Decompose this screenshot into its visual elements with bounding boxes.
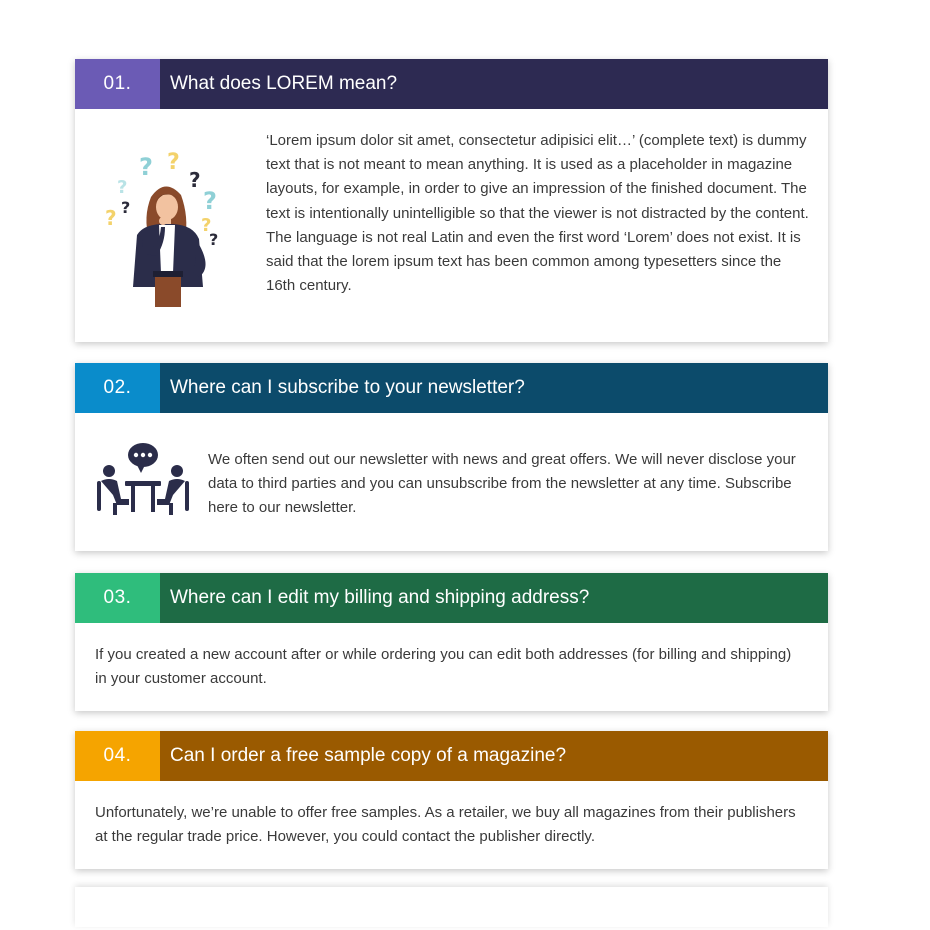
faq-question-2[interactable]: Where can I subscribe to your newsletter? bbox=[160, 363, 828, 413]
svg-text:?: ? bbox=[105, 206, 117, 230]
faq-header-2[interactable] bbox=[75, 363, 828, 413]
faq-item-2 bbox=[75, 363, 828, 551]
faq-item-3 bbox=[75, 573, 828, 711]
faq-number-3: 03. bbox=[75, 573, 160, 623]
thinking-woman-illustration bbox=[103, 147, 233, 307]
faq-question-1[interactable]: What does LOREM mean? bbox=[160, 59, 828, 109]
svg-text:?: ? bbox=[139, 153, 153, 181]
faq-question-4[interactable]: Can I order a free sample copy of a magazine? bbox=[160, 731, 828, 781]
faq-answer-panel-1 bbox=[75, 109, 828, 342]
faq-header-3[interactable] bbox=[75, 573, 828, 623]
faq-answer-panel-2 bbox=[75, 413, 828, 551]
svg-text:?: ? bbox=[117, 177, 128, 198]
faq-question-3[interactable]: Where can I edit my billing and shipping address? bbox=[160, 573, 828, 623]
faq-number-4: 04. bbox=[75, 731, 160, 781]
faq-header-1[interactable] bbox=[75, 59, 828, 109]
svg-text:?: ? bbox=[203, 187, 217, 215]
faq-item-next-partial bbox=[75, 887, 828, 927]
faq-answer-panel-3 bbox=[75, 623, 828, 711]
faq-answer-1: ‘Lorem ipsum dolor sit amet, consectetur adipisici elit…’ (complete text) is dummy text that is not meant to mean anything. It is used as a placeholder in magazine layouts, for example, in order to give an impression of the finished document. The text is intentionally unintelligible so that the viewer is not distracted by the content. The language is not real Latin and even the first word ‘Lorem’ does not exist. It is said that the lorem ipsum text has been common among typesetters since the 16th century. bbox=[266, 132, 809, 295]
svg-text:?: ? bbox=[121, 198, 131, 217]
faq-answer-panel-4 bbox=[75, 781, 828, 869]
faq-answer-3: If you created a new account after or while ordering you can edit both addresses (for billing and shipping) in your customer account. bbox=[95, 646, 792, 688]
faq-number-1: 01. bbox=[75, 59, 160, 109]
svg-text:?: ? bbox=[201, 215, 212, 236]
faq-answer-4: Unfortunately, we’re unable to offer free samples. As a retailer, we buy all magazines from their publishers at the regular trade price. However, you could contact the publisher directly. bbox=[95, 804, 796, 846]
svg-text:?: ? bbox=[189, 168, 201, 192]
svg-text:?: ? bbox=[167, 150, 180, 175]
faq-item-4 bbox=[75, 731, 828, 869]
faq-number-2: 02. bbox=[75, 363, 160, 413]
meeting-icon bbox=[95, 441, 191, 519]
svg-text:?: ? bbox=[209, 230, 219, 249]
faq-item-1 bbox=[75, 59, 828, 342]
faq-answer-2: We often send out our newsletter with news and great offers. We will never disclose your data to third parties and you can unsubscribe from the newsletter at any time. Subscribe here to our newsletter. bbox=[208, 451, 796, 517]
faq-header-4[interactable] bbox=[75, 731, 828, 781]
